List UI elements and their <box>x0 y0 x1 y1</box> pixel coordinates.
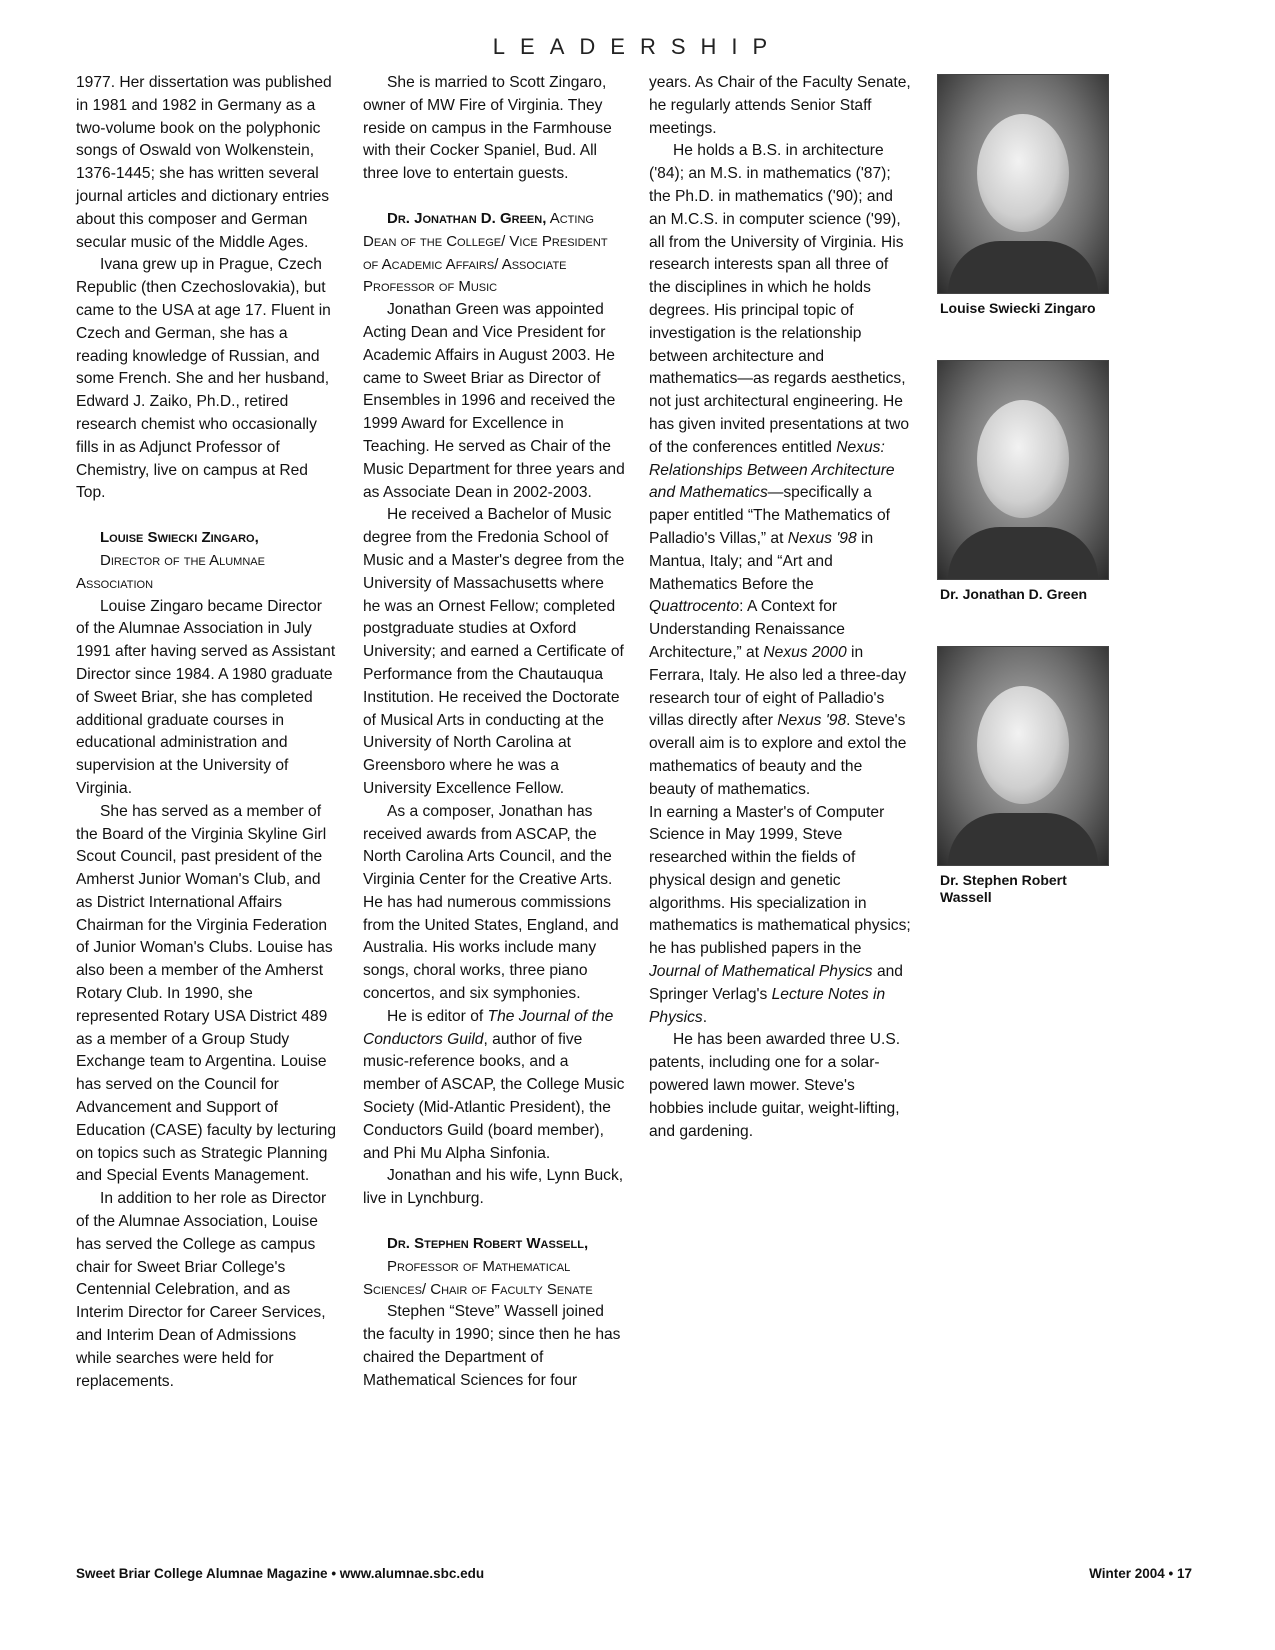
footer-publication: Sweet Briar College Alumnae Magazine • www.alumnae.sbc.edu <box>76 1566 485 1581</box>
paragraph: In addition to her role as Director of the Alumnae Association, Louise has served the College as campus chair for Sweet Briar College's Centennial Celebration, and as Interim Director for Career Services, and Interim Dean of Admissions while searches were held for replacements. <box>76 1190 327 1390</box>
portrait-photo-zingaro <box>937 74 1109 294</box>
article-column-2 <box>363 72 625 1393</box>
page-section-header: LEADERSHIP <box>492 34 783 59</box>
photo-caption: Louise Swiecki Zingaro <box>940 300 1096 316</box>
footer-page-number: Winter 2004 • 17 <box>1089 1566 1192 1581</box>
profile-title: Director of the Alumnae Association <box>76 551 265 592</box>
paragraph: He received a Bachelor of Music degree from the Fredonia School of Music and a Master's degree from the University of Massachusetts where he was an Ornest Fellow; completed postgraduate studies at Oxford University; and earned a Certificate of Performance from the Chautauqua Institution. He received the Doctorate of Musical Arts in conducting at the University of North Carolina at Greensboro where he was a University Excellence Fellow. <box>363 506 625 797</box>
paragraph: years. As Chair of the Faculty Senate, he regularly attends Senior Staff meetings. <box>649 74 911 137</box>
paragraph: He has been awarded three U.S. patents, including one for a solar-powered lawn mower. Steve's hobbies include guitar, weight-lifting, and gardening. <box>649 1031 901 1140</box>
paragraph: Ivana grew up in Prague, Czech Republic (then Czechoslovakia), but came to the USA at age 17. Fluent in Czech and German, she has a reading knowledge of Russian, and some French. She and her husband, Edward J. Zaiko, Ph.D., retired research chemist who occasionally fills in as Adjunct Professor of Chemistry, live on campus at Red Top. <box>76 256 331 502</box>
profile-name: Louise Swiecki Zingaro, <box>100 529 259 547</box>
paragraph: Jonathan and his wife, Lynn Buck, live in Lynchburg. <box>363 1167 624 1208</box>
paragraph: He is editor of The Journal of the Conductors Guild, author of five music-reference books, and a member of ASCAP, the College Music Society (Mid-Atlantic President), the Conductors Guild (board member), and Phi Mu Alpha Sinfonia. <box>363 1007 625 1162</box>
photo-caption: Dr. Jonathan D. Green <box>940 586 1088 602</box>
profile-heading-green <box>363 208 625 299</box>
portrait-photo-green <box>937 360 1109 580</box>
photo-caption: Dr. Stephen Robert Wassell <box>940 872 1067 905</box>
paragraph: She has served as a member of the Board of the Virginia Skyline Girl Scout Council, past president of the Amherst Junior Woman's Club, and as District International Affairs Chairman for the Virginia Federation of Junior Woman's Clubs. Louise has also been a member of the Amherst Rotary Club. In 1990, she represented Rotary USA District 489 as a member of a Group Study Exchange team to Argentina. Louise has served on the Council for Advancement and Support of Education (CASE) faculty by lecturing on topics such as Strategic Planning and Special Events Management. <box>76 802 337 1185</box>
profile-heading-wassell <box>363 1233 625 1256</box>
paragraph: She is married to Scott Zingaro, owner of MW Fire of Virginia. They reside on campus in the Farmhouse with their Cocker Spaniel, Bud. All three love to entertain guests. <box>363 74 612 183</box>
profile-name: Dr. Stephen Robert Wassell, <box>387 1235 589 1253</box>
paragraph: Jonathan Green was appointed Acting Dean and Vice President for Academic Affairs in August 2003. He came to Sweet Briar as Director of Ensembles in 1996 and received the 1999 Award for Excellence in Teaching. He served as Chair of the Music Department for three years and as Associate Dean in 2002-2003. <box>363 301 625 501</box>
paragraph: As a composer, Jonathan has received awards from ASCAP, the North Carolina Arts Council, and the Virginia Center for the Creative Arts. He has had numerous commissions from the United States, England, and Australia. His works include many songs, choral works, three piano concertos, and six symphonies. <box>363 802 619 1003</box>
profile-title: Acting Dean of the College/ Vice President of Academic Affairs/ Associate Professor of Music <box>363 209 608 296</box>
paragraph: In earning a Master's of Computer Science in May 1999, Steve researched within the fields of physical design and genetic algorithms. His specialization in mathematics is mathematical physics; he has published papers in the Journal of Mathematical Physics and Springer Verlag's Lecture Notes in Physics. <box>649 803 911 1026</box>
portrait-photo-wassell <box>937 646 1109 866</box>
profile-title: Professor of Mathematical Sciences/ Chair of Faculty Senate <box>363 1257 593 1298</box>
paragraph: 1977. Her dissertation was published in 1981 and 1982 in Germany as a two-volume book on the polyphonic songs of Oswald von Wolkenstein, 1376-1445; she has written several journal articles and dictionary entries about this composer and German secular music of the Middle Ages. <box>76 74 332 251</box>
article-column-3 <box>649 72 911 1143</box>
paragraph: Louise Zingaro became Director of the Alumnae Association in July 1991 after having served as Assistant Director since 1984. A 1980 graduate of Sweet Briar, she has completed additional graduate courses in educational administration and supervision at the University of Virginia. <box>76 597 336 797</box>
profile-heading-zingaro <box>76 527 336 550</box>
article-column-1 <box>76 72 336 1393</box>
profile-name: Dr. Jonathan D. Green, <box>387 209 547 227</box>
paragraph: He holds a B.S. in architecture ('84); an M.S. in mathematics ('87); the Ph.D. in mathematics ('90); and an M.C.S. in computer science ('99), all from the University of Virginia. His research interests span all three of the disciplines in which he holds degrees. His principal topic of investigation is the relationship between architecture and mathematics—as regards aesthetics, not just architectural engineering. He has given invited presentations at two of the conferences entitled Nexus: Relationships Between Architecture and Mathematics—specifically a paper entitled “The Mathematics of Palladio's Villas,” at Nexus '98 in Mantua, Italy; and “Art and Mathematics Before the Quattrocento: A Context for Understanding Renaissance Architecture,” at Nexus 2000 in Ferrara, Italy. He also led a three-day research tour of eight of Palladio's villas directly after Nexus '98. Steve's overall aim is to explore and extol the mathematics of beauty and the beauty of mathematics. <box>649 142 910 798</box>
journal-title: The Journal of the Conductors Guild <box>363 1007 614 1048</box>
paragraph: Stephen “Steve” Wassell joined the faculty in 1990; since then he has chaired the Department of Mathematical Sciences for four <box>363 1303 621 1389</box>
